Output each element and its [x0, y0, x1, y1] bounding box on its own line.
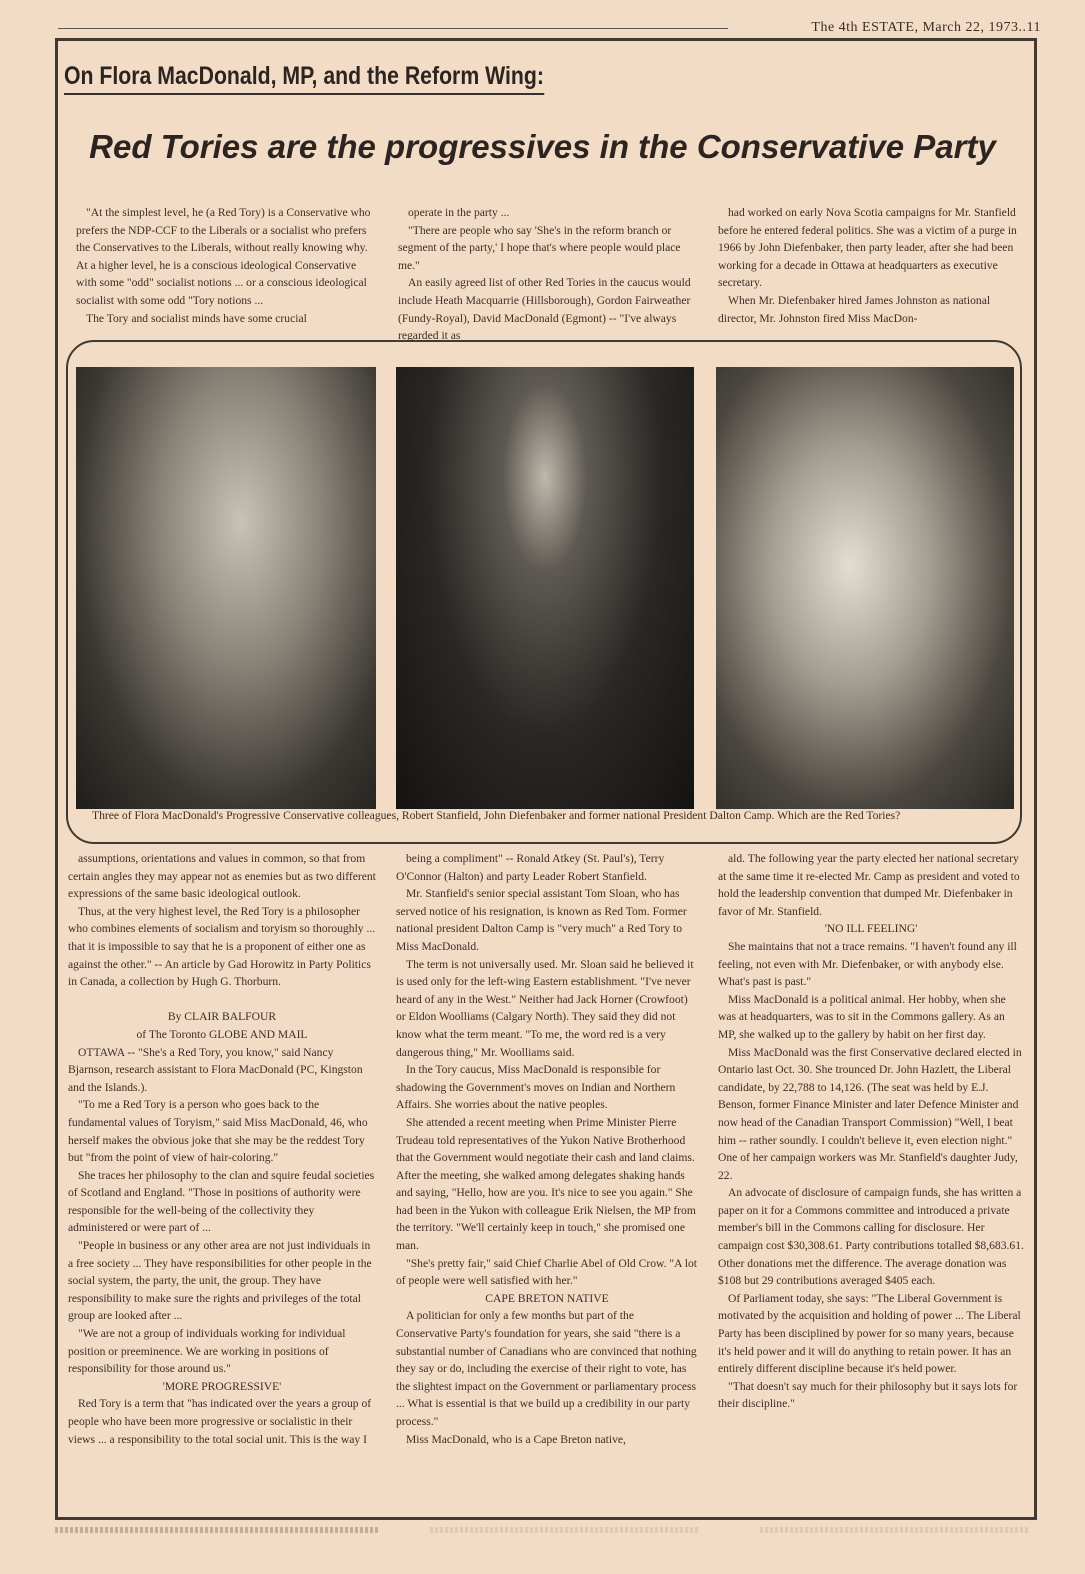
paragraph: When Mr. Diefenbaker hired James Johnston as national director, Mr. Johnston fired Miss MacDon-	[718, 293, 991, 325]
footer-bleed	[760, 1527, 1030, 1533]
bottom-column-2	[396, 850, 698, 1448]
paragraph: The term is not universally used. Mr. Sloan said he believed it is used only for the left-wing Eastern establishment. "I've never heard of any in the West." Neither had Jack Horner (Crowfoot) or Eldon Woolliams (Calgary North). They said they did not know what the term meant. "To me, the word red is a very dangerous thing," Mr. Woolliams said.	[396, 957, 694, 1059]
paragraph: CAPE BRETON NATIVE	[485, 1291, 609, 1305]
photo-dalton-camp	[716, 367, 1014, 809]
paragraph: In the Tory caucus, Miss MacDonald is responsible for shadowing the Government's moves on Indian and Northern Affairs. She worries about the native peoples.	[396, 1063, 676, 1112]
paragraph: 'NO ILL FEELING'	[824, 922, 918, 936]
footer-rule	[55, 1527, 380, 1533]
paragraph: A politician for only a few months but part of the Conservative Party's foundation for years, she said "there is a substantial number of Canadians who are convinced that nothing they say or do, including the exercise of their right to vote, has the slightest impact on the Government or parliamentary process ... What is essential is that we build up a credibility in our party process."	[396, 1309, 697, 1428]
paragraph: Of Parliament today, she says: "The Liberal Government is motivated by the acquisition and holding of power ... The Liberal Party has been disciplined by power for so many years, because it's held power and it will do anything to retain power. It has an entirely different discipline because it's held power.	[718, 1291, 1021, 1376]
paragraph: operate in the party ...	[408, 206, 510, 219]
photo-robert-stanfield	[76, 367, 376, 809]
photo-caption: Three of Flora MacDonald's Progressive Conservative colleagues, Robert Stanfield, John Diefenbaker and former national President Dalton Camp. Which are the Red Tories?	[92, 809, 901, 822]
paragraph: Miss MacDonald is a political animal. Her hobby, when she was at headquarters, was to sit in the Commons gallery. As an MP, she walked up to the gallery by habit on her first day.	[718, 992, 1006, 1041]
paragraph: "At the simplest level, he (a Red Tory) is a Conservative who prefers the NDP-CCF to the Liberals or a socialist who prefers the Conservatives to the Liberals, without really knowing why. At a higher level, he is a conscious ideological Conservative with some "odd" socialist notions ... or a conscious ideological socialist with some odd "Tory notions ...	[76, 206, 371, 307]
photo-panel	[66, 340, 1022, 844]
photo-john-diefenbaker	[396, 367, 694, 809]
paragraph: "We are not a group of individuals working for individual position or preeminence. We are working in positions of responsibility for those around us."	[68, 1327, 346, 1376]
paragraph: Thus, at the very highest level, the Red Tory is a philosopher who combines elements of socialism and toryism so thoroughly ... that it is impossible to say that he is a proponent of either one as against the other." -- An article by Gad Horowitz in Party Politics in Canada, a collection by Hugh G. Thorburn.	[68, 904, 376, 989]
paragraph: had worked on early Nova Scotia campaigns for Mr. Stanfield before he entered federal politics. She was a victim of a purge in 1966 by John Diefenbaker, then party leader, after she had been working for a decade in Ottawa at headquarters as executive secretary.	[718, 206, 1017, 290]
paragraph: By CLAIR BALFOUR	[167, 1010, 277, 1024]
paragraph: "That doesn't say much for their philosophy but it says lots for their discipline."	[718, 1379, 1018, 1411]
paragraph: She attended a recent meeting when Prime Minister Pierre Trudeau told representatives of the Yukon Native Brotherhood that the Government would negotiate their cash and land claims. After the meeting, she walked among delegates shaking hands and saying, "Hello, how are you. It's nice to see you again." She had been in the Yukon with colleague Erik Nielsen, the MP from the territory. "We'll certainly keep in touch," she promised one man.	[396, 1115, 696, 1253]
paragraph: Miss MacDonald, who is a Cape Breton native,	[406, 1432, 626, 1446]
paragraph: assumptions, orientations and values in common, so that from certain angles they may appear not as enemies but as two different expressions of the same basic ideological outlook.	[68, 852, 376, 901]
paragraph: ald. The following year the party elected her national secretary at the same time it re-elected Mr. Camp as president and voted to hold the leadership convention that dumped Mr. Diefenbaker in favor of Mr. Stanfield.	[718, 852, 1020, 918]
paragraph: She maintains that not a trace remains. "I haven't found any ill feeling, not even with Mr. Diefenbaker, or with anybody else. What's past is past."	[718, 939, 1017, 989]
paragraph: 'MORE PROGRESSIVE'	[162, 1379, 282, 1393]
paragraph	[68, 991, 376, 1009]
paragraph: of The Toronto GLOBE AND MAIL	[136, 1027, 308, 1041]
paragraph: She traces her philosophy to the clan and squire feudal societies of Scotland and England. "Those in positions of authority were responsible for the well-being of the collectivity they administered or were part of ...	[68, 1168, 375, 1235]
paragraph: Mr. Stanfield's senior special assistant Tom Sloan, who has served notice of his resignation, is known as Red Tom. Former national president Dalton Camp is "very much" a Red Tory to Miss MacDonald.	[396, 887, 687, 953]
paragraph: Red Tory is a term that "has indicated over the years a group of people who have been more progressive or socialistic in their views ... a responsibility to the total social unit. This is the way I	[68, 1397, 372, 1446]
headline: Red Tories are the progressives in the Conservative Party	[89, 128, 996, 165]
paragraph: "There are people who say 'She's in the reform branch or segment of the party,' I hope that's where people would place me."	[398, 223, 681, 272]
bottom-column-3	[718, 850, 1024, 1413]
kicker: On Flora MacDonald, MP, and the Reform Wing:	[64, 62, 544, 95]
header-rule	[58, 28, 728, 29]
top-column-3	[718, 204, 1020, 327]
paragraph: "She's pretty fair," said Chief Charlie Abel of Old Crow. "A lot of people were well satisfied with her."	[396, 1256, 698, 1288]
paragraph: "People in business or any other area are not just individuals in a free society ... They have responsibilities for other people in the social system, the party, the unit, the group. They have responsibility to make sure the rights and privileges of the total group are looked after ...	[68, 1239, 372, 1323]
paragraph: "To me a Red Tory is a person who goes back to the fundamental values of Toryism," said Miss MacDonald, 46, who herself makes the obvious joke that she may be the reddest Tory but "from the point of view of hair-coloring."	[68, 1098, 368, 1165]
paragraph: being a compliment" -- Ronald Atkey (St. Paul's), Terry O'Connor (Halton) and party Leader Robert Stanfield.	[396, 852, 665, 883]
paragraph: An easily agreed list of other Red Tories in the caucus would include Heath Macquarrie (Hillsborough), Gordon Fairweather (Fundy-Royal), David MacDonald (Egmont) -- "I've always regarded it as	[398, 276, 691, 343]
paragraph: Miss MacDonald was the first Conservative declared elected in Ontario last Oct. 30. She trounced Dr. John Hazlett, the Liberal candidate, by 22,788 to 14,126. (The seat was held by E.J. Benson, former Finance Minister and later Defence Minister and now head of the Canadian Transport Commission) "Well, I beat him -- rather soundly. I couldn't believe it, even election night." One of her campaign workers was Mr. Stanfield's daughter Judy, 22.	[718, 1045, 1022, 1182]
bottom-column-1	[68, 850, 376, 1448]
footer-bleed	[430, 1527, 700, 1533]
masthead: The 4th ESTATE, March 22, 1973..11	[811, 20, 1041, 35]
paragraph: An advocate of disclosure of campaign funds, she has written a paper on it for a Commons committee and introduced a private member's bill in the Commons calling for disclosure. Her campaign cost $30,308.61. Party contributions totalled $8,683.61. Other donations met the difference. The average donation was $108 but 29 contributions averaged $405 each.	[718, 1186, 1024, 1288]
top-column-2	[398, 204, 696, 345]
paragraph: OTTAWA -- "She's a Red Tory, you know," said Nancy Bjarnson, research assistant to Flora MacDonald (PC, Kingston and the Islands.).	[68, 1045, 363, 1094]
top-column-1	[76, 204, 376, 327]
paragraph: The Tory and socialist minds have some crucial	[86, 311, 307, 325]
